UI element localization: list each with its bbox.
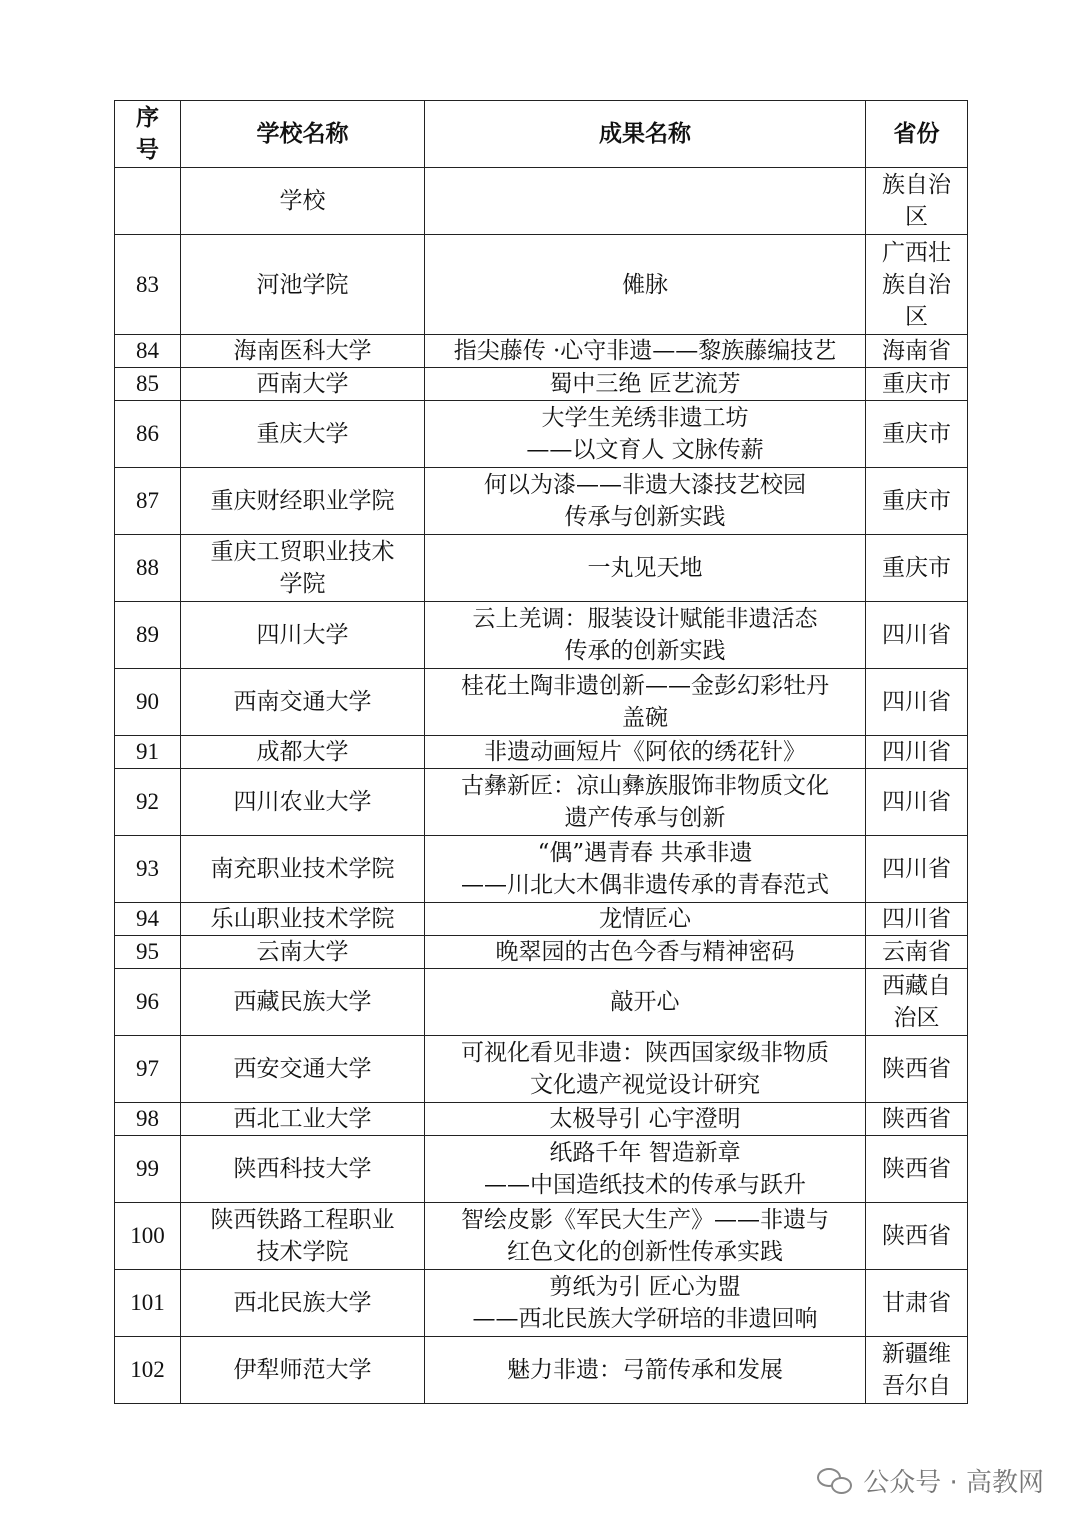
cell-province-text: 西藏自 治区 — [882, 973, 951, 1031]
cell-result — [425, 1036, 866, 1103]
cell-result — [425, 535, 866, 602]
cell-school-text: 西藏民族大学 — [233, 989, 372, 1015]
cell-no — [115, 769, 181, 836]
cell-no-text: 93 — [136, 856, 159, 881]
cell-result — [425, 401, 866, 468]
cell-no-text: 98 — [136, 1106, 159, 1131]
cell-school — [181, 836, 425, 903]
cell-school — [181, 368, 425, 401]
cell-province-text: 四川省 — [882, 856, 951, 882]
cell-school — [181, 669, 425, 736]
cell-province — [866, 736, 968, 769]
cell-province — [866, 969, 968, 1036]
cell-province-text: 族自治 区 — [882, 172, 951, 230]
cell-result — [425, 669, 866, 736]
table-row — [115, 1103, 968, 1136]
watermark — [815, 1462, 1044, 1499]
cell-school — [181, 1270, 425, 1337]
cell-result-text: 蜀中三绝 匠艺流芳 — [549, 371, 741, 397]
cell-no — [115, 936, 181, 969]
cell-no-text: 92 — [136, 789, 159, 814]
table-row — [115, 168, 968, 235]
cell-school-text: 成都大学 — [256, 739, 349, 765]
cell-province-text: 四川省 — [882, 789, 951, 815]
cell-no-text: 100 — [130, 1223, 165, 1248]
cell-school-text: 西南大学 — [256, 371, 349, 397]
cell-school — [181, 1136, 425, 1203]
cell-school — [181, 602, 425, 669]
cell-province-text: 重庆市 — [882, 421, 951, 447]
cell-result-text: “偶”遇青春 共承非遗 ——川北大木偶非遗传承的青春范式 — [461, 840, 829, 898]
cell-no-text: 86 — [136, 421, 159, 446]
table-body — [115, 168, 968, 1404]
cell-no-text: 85 — [136, 371, 159, 396]
cell-school-text: 重庆财经职业学院 — [210, 488, 395, 514]
table-row — [115, 401, 968, 468]
cell-result-text: 魅力非遗：弓箭传承和发展 — [507, 1357, 783, 1383]
cell-province — [866, 1136, 968, 1203]
cell-province-text: 甘肃省 — [882, 1290, 951, 1316]
cell-province-text: 四川省 — [882, 622, 951, 648]
cell-result-text: 桂花土陶非遗创新——金彭幻彩牡丹 盖碗 — [461, 673, 829, 731]
cell-school — [181, 936, 425, 969]
cell-no-text: 87 — [136, 488, 159, 513]
cell-no-text: 90 — [136, 689, 159, 714]
table-row — [115, 836, 968, 903]
cell-no-text: 95 — [136, 939, 159, 964]
cell-province-text: 重庆市 — [882, 555, 951, 581]
cell-result-text: 云上羌调：服装设计赋能非遗活态 传承的创新实践 — [472, 606, 818, 664]
cell-no — [115, 1036, 181, 1103]
cell-no — [115, 836, 181, 903]
cell-province — [866, 168, 968, 235]
cell-school — [181, 769, 425, 836]
header-result: 成果名称 — [425, 101, 866, 168]
cell-province-text: 四川省 — [882, 739, 951, 765]
cell-result-text: 龙情匠心 — [599, 906, 691, 932]
cell-school — [181, 535, 425, 602]
cell-school-text: 重庆工贸职业技术 学院 — [210, 539, 395, 597]
cell-result-text: 晚翠园的古色今香与精神密码 — [495, 939, 795, 965]
table-row — [115, 769, 968, 836]
cell-school-text: 陕西铁路工程职业 技术学院 — [210, 1207, 395, 1265]
cell-result-text: 智绘皮影《军民大生产》——非遗与 红色文化的创新性传承实践 — [461, 1207, 829, 1265]
cell-result — [425, 235, 866, 335]
cell-no-text: 97 — [136, 1056, 159, 1081]
cell-result-text: 一丸见天地 — [587, 555, 703, 581]
cell-school-text: 伊犁师范大学 — [233, 1357, 372, 1383]
cell-result-text: 指尖藤传 ·心守非遗——黎族藤编技艺 — [453, 338, 837, 364]
cell-province-text: 重庆市 — [882, 371, 951, 397]
cell-result-text: 敲开心 — [610, 989, 680, 1015]
cell-school-text: 云南大学 — [256, 939, 349, 965]
cell-province — [866, 903, 968, 936]
cell-province-text: 陕西省 — [882, 1223, 951, 1249]
cell-school-text: 重庆大学 — [256, 421, 349, 447]
cell-school-text: 西南交通大学 — [233, 689, 372, 715]
cell-no — [115, 736, 181, 769]
table-row — [115, 903, 968, 936]
cell-province-text: 云南省 — [882, 939, 951, 965]
cell-province — [866, 836, 968, 903]
cell-school — [181, 903, 425, 936]
cell-no-text: 84 — [136, 338, 159, 363]
cell-result — [425, 368, 866, 401]
cell-province — [866, 401, 968, 468]
cell-no — [115, 1270, 181, 1337]
cell-school-text: 海南医科大学 — [233, 338, 372, 364]
table-row — [115, 535, 968, 602]
cell-result — [425, 736, 866, 769]
cell-province-text: 新疆维 吾尔自 — [882, 1341, 951, 1399]
cell-no — [115, 1103, 181, 1136]
cell-province — [866, 1203, 968, 1270]
cell-result — [425, 335, 866, 368]
cell-school-text: 学校 — [279, 188, 326, 214]
cell-no — [115, 969, 181, 1036]
cell-result-text: 太极导引 心宇澄明 — [549, 1106, 741, 1132]
cell-school — [181, 1337, 425, 1404]
cell-province — [866, 535, 968, 602]
cell-no — [115, 468, 181, 535]
cell-province — [866, 1103, 968, 1136]
cell-result — [425, 1270, 866, 1337]
cell-province-text: 海南省 — [882, 338, 951, 364]
cell-province — [866, 368, 968, 401]
table-row — [115, 969, 968, 1036]
cell-result — [425, 836, 866, 903]
cell-no — [115, 535, 181, 602]
cell-no-text: 88 — [136, 555, 159, 580]
cell-result-text: 傩脉 — [622, 271, 668, 298]
cell-school — [181, 335, 425, 368]
table-row — [115, 736, 968, 769]
cell-school — [181, 168, 425, 235]
cell-school-text: 四川大学 — [256, 622, 349, 648]
cell-no — [115, 602, 181, 669]
table-header-row — [115, 101, 968, 168]
header-province: 省份 — [866, 101, 968, 168]
cell-no — [115, 368, 181, 401]
table-row — [115, 1337, 968, 1404]
table-row — [115, 235, 968, 335]
cell-no — [115, 1337, 181, 1404]
cell-result — [425, 602, 866, 669]
cell-result — [425, 903, 866, 936]
cell-result — [425, 769, 866, 836]
cell-no-text: 89 — [136, 622, 159, 647]
cell-province-text: 陕西省 — [882, 1106, 951, 1132]
cell-province — [866, 1036, 968, 1103]
table-row — [115, 1270, 968, 1337]
cell-school — [181, 468, 425, 535]
cell-school — [181, 969, 425, 1036]
table-row — [115, 936, 968, 969]
table-row — [115, 1203, 968, 1270]
table-row — [115, 468, 968, 535]
cell-result — [425, 969, 866, 1036]
cell-result — [425, 1203, 866, 1270]
cell-school-text: 西安交通大学 — [233, 1056, 372, 1082]
cell-result-text: 可视化看见非遗：陕西国家级非物质 文化遗产视觉设计研究 — [461, 1040, 829, 1098]
table-row — [115, 335, 968, 368]
cell-province — [866, 669, 968, 736]
achievement-table — [114, 100, 968, 1404]
watermark-text: 公众号 · 高教网 — [863, 1468, 1044, 1498]
cell-no — [115, 903, 181, 936]
cell-result — [425, 1103, 866, 1136]
cell-province — [866, 1337, 968, 1404]
cell-province-text: 陕西省 — [882, 1156, 951, 1182]
cell-school — [181, 401, 425, 468]
cell-school-text: 西北民族大学 — [233, 1290, 372, 1316]
cell-province — [866, 769, 968, 836]
table-row — [115, 1136, 968, 1203]
header-no: 序 号 — [115, 101, 181, 168]
cell-school — [181, 736, 425, 769]
cell-no — [115, 335, 181, 368]
cell-result-text: 大学生羌绣非遗工坊 ——以文育人 文脉传薪 — [526, 405, 764, 463]
cell-school-text: 南充职业技术学院 — [210, 856, 395, 882]
cell-result-text: 纸路千年 智造新章 ——中国造纸技术的传承与跃升 — [484, 1140, 806, 1198]
cell-school — [181, 1036, 425, 1103]
cell-result — [425, 936, 866, 969]
cell-no — [115, 1203, 181, 1270]
cell-school-text: 陕西科技大学 — [233, 1156, 372, 1182]
cell-no — [115, 401, 181, 468]
cell-province — [866, 1270, 968, 1337]
cell-result-text: 何以为漆——非遗大漆技艺校园 传承与创新实践 — [484, 472, 806, 530]
cell-no-text: 96 — [136, 989, 159, 1014]
cell-result-text: 非遗动画短片《阿依的绣花针》 — [484, 739, 806, 765]
cell-no — [115, 235, 181, 335]
cell-school — [181, 1103, 425, 1136]
cell-school — [181, 235, 425, 335]
cell-province-text: 四川省 — [882, 906, 951, 932]
cell-result-text: 古彝新匠：凉山彝族服饰非物质文化 遗产传承与创新 — [461, 773, 829, 831]
table-row — [115, 368, 968, 401]
cell-result — [425, 1136, 866, 1203]
cell-school-text: 西北工业大学 — [233, 1106, 372, 1132]
cell-school-text: 河池学院 — [256, 271, 349, 298]
cell-no-text: 94 — [136, 906, 159, 931]
cell-province — [866, 335, 968, 368]
wechat-icon — [815, 1464, 855, 1498]
cell-province — [866, 468, 968, 535]
cell-province-text: 四川省 — [882, 689, 951, 715]
cell-school-text: 乐山职业技术学院 — [210, 906, 395, 932]
cell-result — [425, 468, 866, 535]
cell-no — [115, 1136, 181, 1203]
cell-province — [866, 936, 968, 969]
cell-province — [866, 235, 968, 335]
cell-no-text: 83 — [136, 271, 159, 297]
table-row — [115, 1036, 968, 1103]
cell-no-text: 99 — [136, 1156, 159, 1181]
cell-school-text: 四川农业大学 — [233, 789, 372, 815]
header-school: 学校名称 — [181, 101, 425, 168]
cell-province-text: 广西壮 族自治 区 — [882, 239, 951, 330]
cell-no-text: 101 — [130, 1290, 165, 1315]
table-row — [115, 669, 968, 736]
cell-no — [115, 669, 181, 736]
cell-school — [181, 1203, 425, 1270]
cell-province-text: 陕西省 — [882, 1056, 951, 1082]
cell-province — [866, 602, 968, 669]
table-row — [115, 602, 968, 669]
cell-no-text: 102 — [130, 1357, 165, 1382]
cell-result — [425, 1337, 866, 1404]
cell-no-text: 91 — [136, 739, 159, 764]
cell-result-text: 剪纸为引 匠心为盟 ——西北民族大学研培的非遗回响 — [472, 1274, 818, 1332]
cell-province-text: 重庆市 — [882, 488, 951, 514]
cell-result — [425, 168, 866, 235]
cell-no — [115, 168, 181, 235]
